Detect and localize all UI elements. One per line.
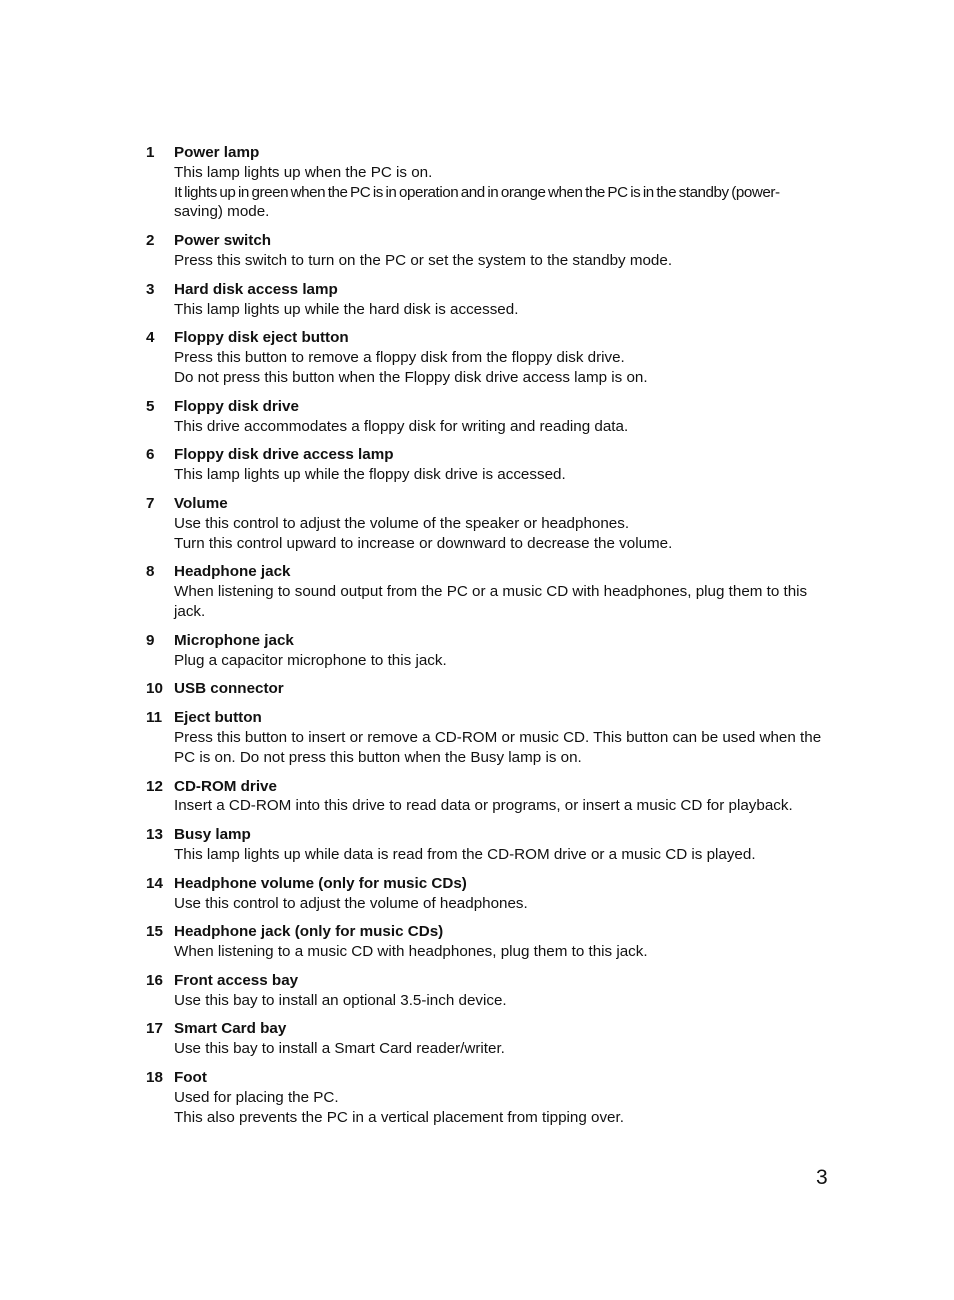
- item-description-line: Used for placing the PC.: [174, 1088, 339, 1106]
- component-list: [146, 143, 840, 1136]
- item-body: [174, 971, 840, 1011]
- item-title: Busy lamp: [174, 826, 251, 844]
- item-body: [174, 562, 840, 621]
- item-title: Power lamp: [174, 144, 260, 161]
- item-body: [174, 1068, 840, 1127]
- item-body: [174, 231, 840, 271]
- list-item: [146, 328, 840, 387]
- item-body: [174, 328, 840, 387]
- item-number: 12: [146, 777, 163, 795]
- item-title: Floppy disk drive: [174, 397, 299, 415]
- item-description-line: jack.: [174, 602, 206, 620]
- item-title: Floppy disk drive access lamp: [174, 446, 394, 464]
- item-number: 5: [146, 397, 155, 415]
- item-title: CD-ROM drive: [174, 777, 277, 795]
- item-number: 4: [146, 329, 155, 347]
- item-body: [174, 143, 840, 222]
- item-description-line: Plug a capacitor microphone to this jack.: [174, 651, 447, 669]
- item-body: [174, 631, 840, 671]
- item-number: 17: [146, 1020, 163, 1038]
- item-description-line: When listening to sound output from the PC or a music CD with headphones, plug them to this: [174, 583, 808, 601]
- item-number: 10: [146, 680, 163, 698]
- item-title: Eject button: [174, 709, 262, 727]
- item-number: 15: [146, 923, 163, 941]
- item-body: [174, 494, 840, 553]
- page-number: 3: [816, 1166, 828, 1189]
- item-title: Volume: [174, 494, 228, 512]
- item-number: 9: [146, 631, 155, 649]
- item-title: Front access bay: [174, 971, 299, 989]
- item-description-line: It lights up in green when the PC is in operation and in orange when the PC is in the standby (power-: [174, 183, 780, 201]
- list-item: [146, 777, 840, 817]
- list-item: [146, 922, 840, 962]
- item-number: 6: [146, 446, 155, 464]
- list-item: [146, 445, 840, 485]
- item-description-line: Press this button to insert or remove a CD-ROM or music CD. This button can be used when the: [174, 728, 822, 746]
- list-item: [146, 1068, 840, 1127]
- item-description-line: Use this bay to install a Smart Card reader/writer.: [174, 1040, 505, 1058]
- item-description-line: This lamp lights up while the floppy disk drive is accessed.: [174, 466, 566, 484]
- item-body: [174, 922, 840, 962]
- item-body: [174, 777, 840, 817]
- item-body: [174, 708, 840, 767]
- item-description-line: This lamp lights up when the PC is on.: [174, 163, 433, 181]
- list-item: [146, 280, 840, 320]
- item-number: 11: [146, 709, 163, 727]
- item-description-line: This lamp lights up while the hard disk is accessed.: [174, 300, 519, 318]
- item-body: [174, 445, 840, 485]
- item-number: 3: [146, 280, 155, 298]
- list-item: [146, 708, 840, 767]
- list-item: [146, 825, 840, 865]
- item-body: [174, 874, 840, 914]
- item-number: 7: [146, 494, 155, 512]
- item-title: Floppy disk eject button: [174, 329, 349, 347]
- item-title: Microphone jack: [174, 631, 294, 649]
- item-description-line: This drive accommodates a floppy disk for writing and reading data.: [174, 417, 629, 435]
- item-description-line: Insert a CD-ROM into this drive to read data or programs, or insert a music CD for playback.: [174, 797, 793, 815]
- item-description-line: Press this button to remove a floppy disk from the floppy disk drive.: [174, 349, 625, 367]
- item-description-line: Use this control to adjust the volume of headphones.: [174, 894, 528, 912]
- item-description-line: saving) mode.: [174, 203, 270, 221]
- item-title: Smart Card bay: [174, 1020, 287, 1038]
- item-number: 18: [146, 1069, 163, 1087]
- item-title: USB connector: [174, 680, 284, 698]
- item-description-line: Use this bay to install an optional 3.5-inch device.: [174, 991, 507, 1009]
- list-item: [146, 631, 840, 671]
- item-title: Hard disk access lamp: [174, 280, 338, 298]
- item-number: 8: [146, 563, 155, 581]
- item-description-line: PC is on. Do not press this button when the Busy lamp is on.: [174, 748, 582, 766]
- item-description-line: Do not press this button when the Floppy disk drive access lamp is on.: [174, 368, 648, 386]
- item-body: [174, 679, 840, 699]
- item-description-line: When listening to a music CD with headphones, plug them to this jack.: [174, 943, 648, 961]
- item-description-line: Turn this control upward to increase or downward to decrease the volume.: [174, 534, 673, 552]
- item-number: 14: [146, 874, 163, 892]
- list-item: [146, 143, 840, 222]
- list-item: [146, 562, 840, 621]
- item-number: 16: [146, 971, 163, 989]
- list-item: [146, 874, 840, 914]
- item-number: 2: [146, 232, 155, 250]
- item-body: [174, 280, 840, 320]
- item-body: [174, 825, 840, 865]
- item-title: Power switch: [174, 232, 272, 250]
- list-item: [146, 679, 840, 699]
- list-item: [146, 494, 840, 553]
- item-title: Foot: [174, 1069, 207, 1087]
- item-body: [174, 397, 840, 437]
- item-description-line: This also prevents the PC in a vertical placement from tipping over.: [174, 1108, 624, 1126]
- item-body: [174, 1019, 840, 1059]
- list-item: [146, 397, 840, 437]
- item-title: Headphone jack (only for music CDs): [174, 923, 444, 941]
- item-description-line: This lamp lights up while data is read from the CD-ROM drive or a music CD is played.: [174, 845, 756, 863]
- item-title: Headphone jack: [174, 563, 291, 581]
- item-number: 1: [146, 144, 155, 161]
- item-description-line: Use this control to adjust the volume of the speaker or headphones.: [174, 514, 630, 532]
- list-item: [146, 231, 840, 271]
- item-description-line: Press this switch to turn on the PC or set the system to the standby mode.: [174, 251, 673, 269]
- item-title: Headphone volume (only for music CDs): [174, 874, 467, 892]
- list-item: [146, 1019, 840, 1059]
- list-item: [146, 971, 840, 1011]
- item-number: 13: [146, 826, 163, 844]
